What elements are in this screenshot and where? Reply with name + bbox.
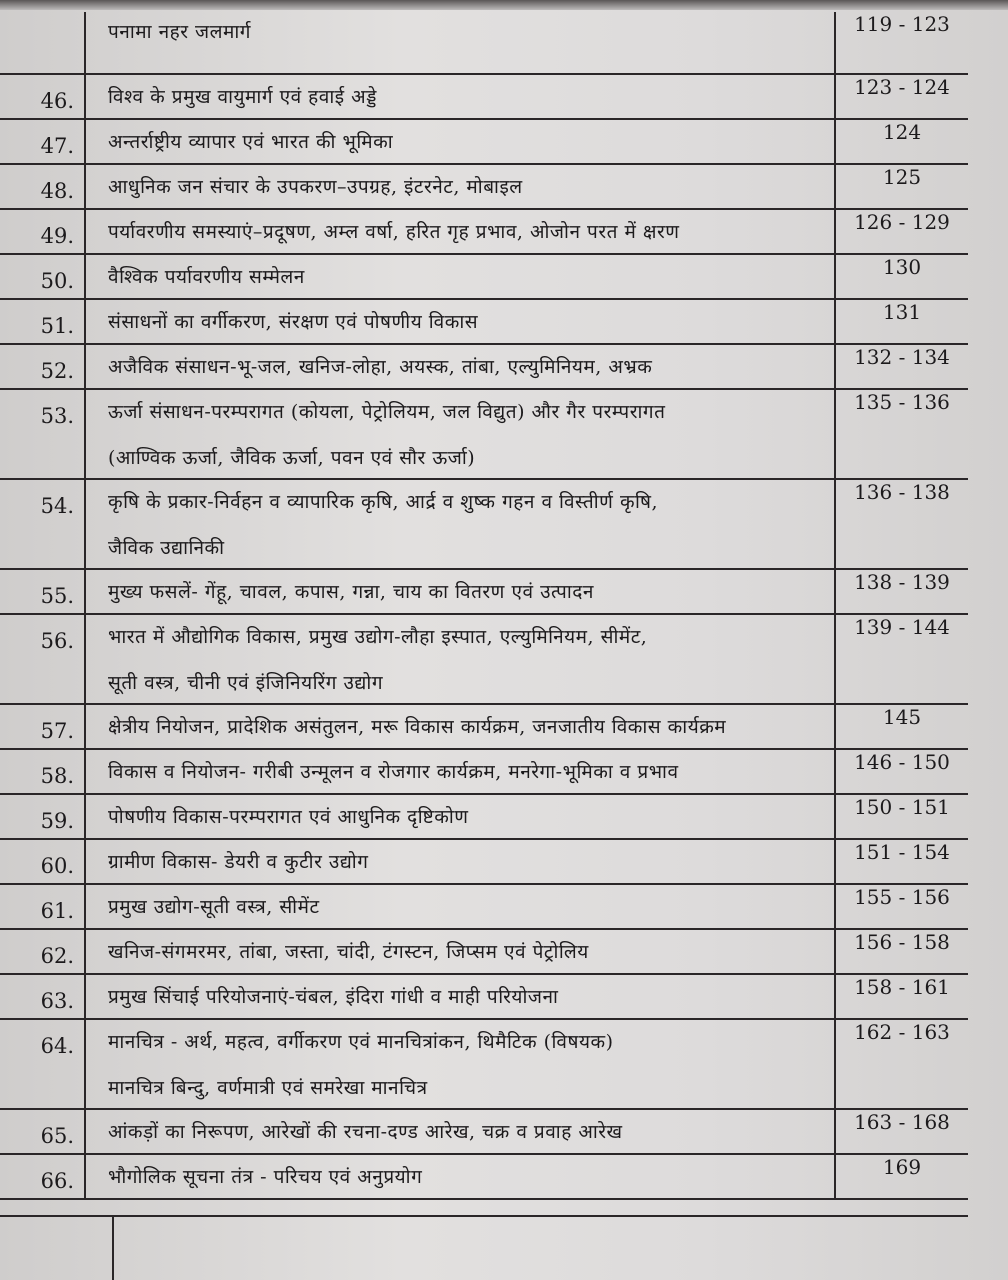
page-range: 146 - 150: [835, 749, 968, 794]
table-row: [0, 794, 968, 839]
chapter-topic: [85, 929, 835, 974]
topic-line-1: विकास व नियोजन- गरीबी उन्मूलन व रोजगार कार्यक्रम, मनरेगा-भूमिका व प्रभाव: [108, 761, 679, 783]
table-row: [0, 209, 968, 254]
page-range: 162 - 163: [835, 1019, 968, 1109]
chapter-number: 63.: [0, 974, 85, 1019]
chapter-number: 54.: [0, 479, 85, 569]
table-row: [0, 704, 968, 749]
page-top-edge: [0, 0, 1008, 10]
page-range: 119 - 123: [835, 12, 968, 74]
table-row: [0, 839, 968, 884]
table-row: [0, 614, 968, 704]
page-range: 130: [835, 254, 968, 299]
chapter-number: 62.: [0, 929, 85, 974]
page-range: 125: [835, 164, 968, 209]
topic-line-1: खनिज-संगमरमर, तांबा, जस्ता, चांदी, टंगस्टन, जिप्सम एवं पेट्रोलिय: [108, 941, 589, 963]
chapter-topic: [85, 569, 835, 614]
topic-line-1: आधुनिक जन संचार के उपकरण–उपग्रह, इंटरनेट, मोबाइल: [108, 176, 523, 198]
table-row: [0, 974, 968, 1019]
page-range: 158 - 161: [835, 974, 968, 1019]
chapter-number: 53.: [0, 389, 85, 479]
table-row: [0, 1109, 968, 1154]
topic-line-2: जैविक उद्यानिकी: [108, 537, 225, 559]
chapter-topic: [85, 839, 835, 884]
page-range: 169: [835, 1154, 968, 1199]
page-range: 156 - 158: [835, 929, 968, 974]
page-range: 126 - 129: [835, 209, 968, 254]
chapter-number: 50.: [0, 254, 85, 299]
page-range: 132 - 134: [835, 344, 968, 389]
chapter-topic: [85, 614, 835, 704]
table-row: [0, 749, 968, 794]
topic-line-1: आंकड़ों का निरूपण, आरेखों की रचना-दण्ड आरेख, चक्र व प्रवाह आरेख: [108, 1121, 623, 1143]
table-row: [0, 74, 968, 119]
page-range: 131: [835, 299, 968, 344]
page-range: 136 - 138: [835, 479, 968, 569]
chapter-number: 47.: [0, 119, 85, 164]
page-range: 124: [835, 119, 968, 164]
table-row: [0, 12, 968, 74]
table-row: [0, 1019, 968, 1109]
topic-line-2: (आण्विक ऊर्जा, जैविक ऊर्जा, पवन एवं सौर ऊर्जा): [108, 447, 476, 469]
topic-line-1: वैश्विक पर्यावरणीय सम्मेलन: [108, 266, 305, 288]
page-range: 139 - 144: [835, 614, 968, 704]
table-row: [0, 884, 968, 929]
topic-line-2: सूती वस्त्र, चीनी एवं इंजिनियरिंग उद्योग: [108, 672, 384, 694]
chapter-number: 48.: [0, 164, 85, 209]
chapter-topic: [85, 389, 835, 479]
chapter-topic: [85, 12, 835, 74]
chapter-topic: [85, 1019, 835, 1109]
chapter-topic: [85, 299, 835, 344]
chapter-topic: [85, 344, 835, 389]
table-row: [0, 254, 968, 299]
chapter-number: 64.: [0, 1019, 85, 1109]
chapter-number: 51.: [0, 299, 85, 344]
chapter-number: 66.: [0, 1154, 85, 1199]
topic-line-1: भारत में औद्योगिक विकास, प्रमुख उद्योग-लौहा इस्पात, एल्युमिनियम, सीमेंट,: [108, 626, 648, 648]
topic-line-1: अन्तर्राष्ट्रीय व्यापार एवं भारत की भूमिका: [108, 131, 394, 153]
table-row: [0, 119, 968, 164]
topic-line-1: प्रमुख उद्योग-सूती वस्त्र, सीमेंट: [108, 896, 320, 918]
table-row: [0, 1154, 968, 1199]
chapter-number: 49.: [0, 209, 85, 254]
page-range: 138 - 139: [835, 569, 968, 614]
page-range: 163 - 168: [835, 1109, 968, 1154]
chapter-number: 57.: [0, 704, 85, 749]
topic-line-2: मानचित्र बिन्दु, वर्णमात्री एवं समरेखा मानचित्र: [108, 1077, 428, 1099]
page-range: 155 - 156: [835, 884, 968, 929]
topic-line-1: ग्रामीण विकास- डेयरी व कुटीर उद्योग: [108, 851, 369, 873]
page-range: 145: [835, 704, 968, 749]
topic-line-1: संसाधनों का वर्गीकरण, संरक्षण एवं पोषणीय विकास: [108, 311, 479, 333]
chapter-topic: [85, 1109, 835, 1154]
column-divider: [112, 1217, 114, 1280]
table-row: [0, 929, 968, 974]
table-row: [0, 164, 968, 209]
chapter-topic: [85, 479, 835, 569]
topic-line-1: पोषणीय विकास-परम्परागत एवं आधुनिक दृष्टिकोण: [108, 806, 469, 828]
toc-body: [0, 12, 968, 1199]
chapter-number: 61.: [0, 884, 85, 929]
table-row: [0, 479, 968, 569]
chapter-number: 58.: [0, 749, 85, 794]
topic-line-1: विश्व के प्रमुख वायुमार्ग एवं हवाई अड्डे: [108, 86, 377, 108]
chapter-topic: [85, 209, 835, 254]
topic-line-1: ऊर्जा संसाधन-परम्परागत (कोयला, पेट्रोलियम, जल विद्युत) और गैर परम्परागत: [108, 401, 666, 423]
chapter-topic: [85, 884, 835, 929]
chapter-number: 60.: [0, 839, 85, 884]
topic-line-1: अजैविक संसाधन-भू-जल, खनिज-लोहा, अयस्क, तांबा, एल्युमिनियम, अभ्रक: [108, 356, 653, 378]
topic-line-1: कृषि के प्रकार-निर्वहन व व्यापारिक कृषि, आर्द्र व शुष्क गहन व विस्तीर्ण कृषि,: [108, 491, 658, 513]
topic-line-1: क्षेत्रीय नियोजन, प्रादेशिक असंतुलन, मरू विकास कार्यक्रम, जनजातीय विकास कार्यक्रम: [108, 716, 727, 738]
chapter-number: 56.: [0, 614, 85, 704]
page-range: 135 - 136: [835, 389, 968, 479]
topic-line-1: प्रमुख सिंचाई परियोजनाएं-चंबल, इंदिरा गांधी व माही परियोजना: [108, 986, 559, 1008]
table-row: [0, 344, 968, 389]
topic-line-1: भौगोलिक सूचना तंत्र - परिचय एवं अनुप्रयोग: [108, 1166, 423, 1188]
chapter-topic: [85, 974, 835, 1019]
page-range: 151 - 154: [835, 839, 968, 884]
chapter-topic: [85, 794, 835, 839]
chapter-number: [0, 12, 85, 74]
chapter-number: 46.: [0, 74, 85, 119]
topic-line-1: मानचित्र - अर्थ, महत्व, वर्गीकरण एवं मानचित्रांकन, थिमैटिक (विषयक): [108, 1031, 614, 1053]
table-row: [0, 389, 968, 479]
chapter-number: 52.: [0, 344, 85, 389]
page-range: 150 - 151: [835, 794, 968, 839]
chapter-number: 65.: [0, 1109, 85, 1154]
chapter-topic: [85, 1154, 835, 1199]
chapter-number: 59.: [0, 794, 85, 839]
page-range: 123 - 124: [835, 74, 968, 119]
chapter-topic: [85, 164, 835, 209]
chapter-topic: [85, 74, 835, 119]
topic-line-1: पनामा नहर जलमार्ग: [108, 21, 251, 43]
empty-table-area: [0, 1215, 968, 1280]
chapter-topic: [85, 119, 835, 164]
chapter-topic: [85, 704, 835, 749]
topic-line-1: मुख्य फसलें- गेंहू, चावल, कपास, गन्ना, चाय का वितरण एवं उत्पादन: [108, 581, 594, 603]
topic-line-1: पर्यावरणीय समस्याएं–प्रदूषण, अम्ल वर्षा, हरित गृह प्रभाव, ओजोन परत में क्षरण: [108, 221, 680, 243]
chapter-topic: [85, 254, 835, 299]
chapter-number: 55.: [0, 569, 85, 614]
table-row: [0, 569, 968, 614]
table-row: [0, 299, 968, 344]
table-of-contents: [0, 12, 968, 1200]
chapter-topic: [85, 749, 835, 794]
